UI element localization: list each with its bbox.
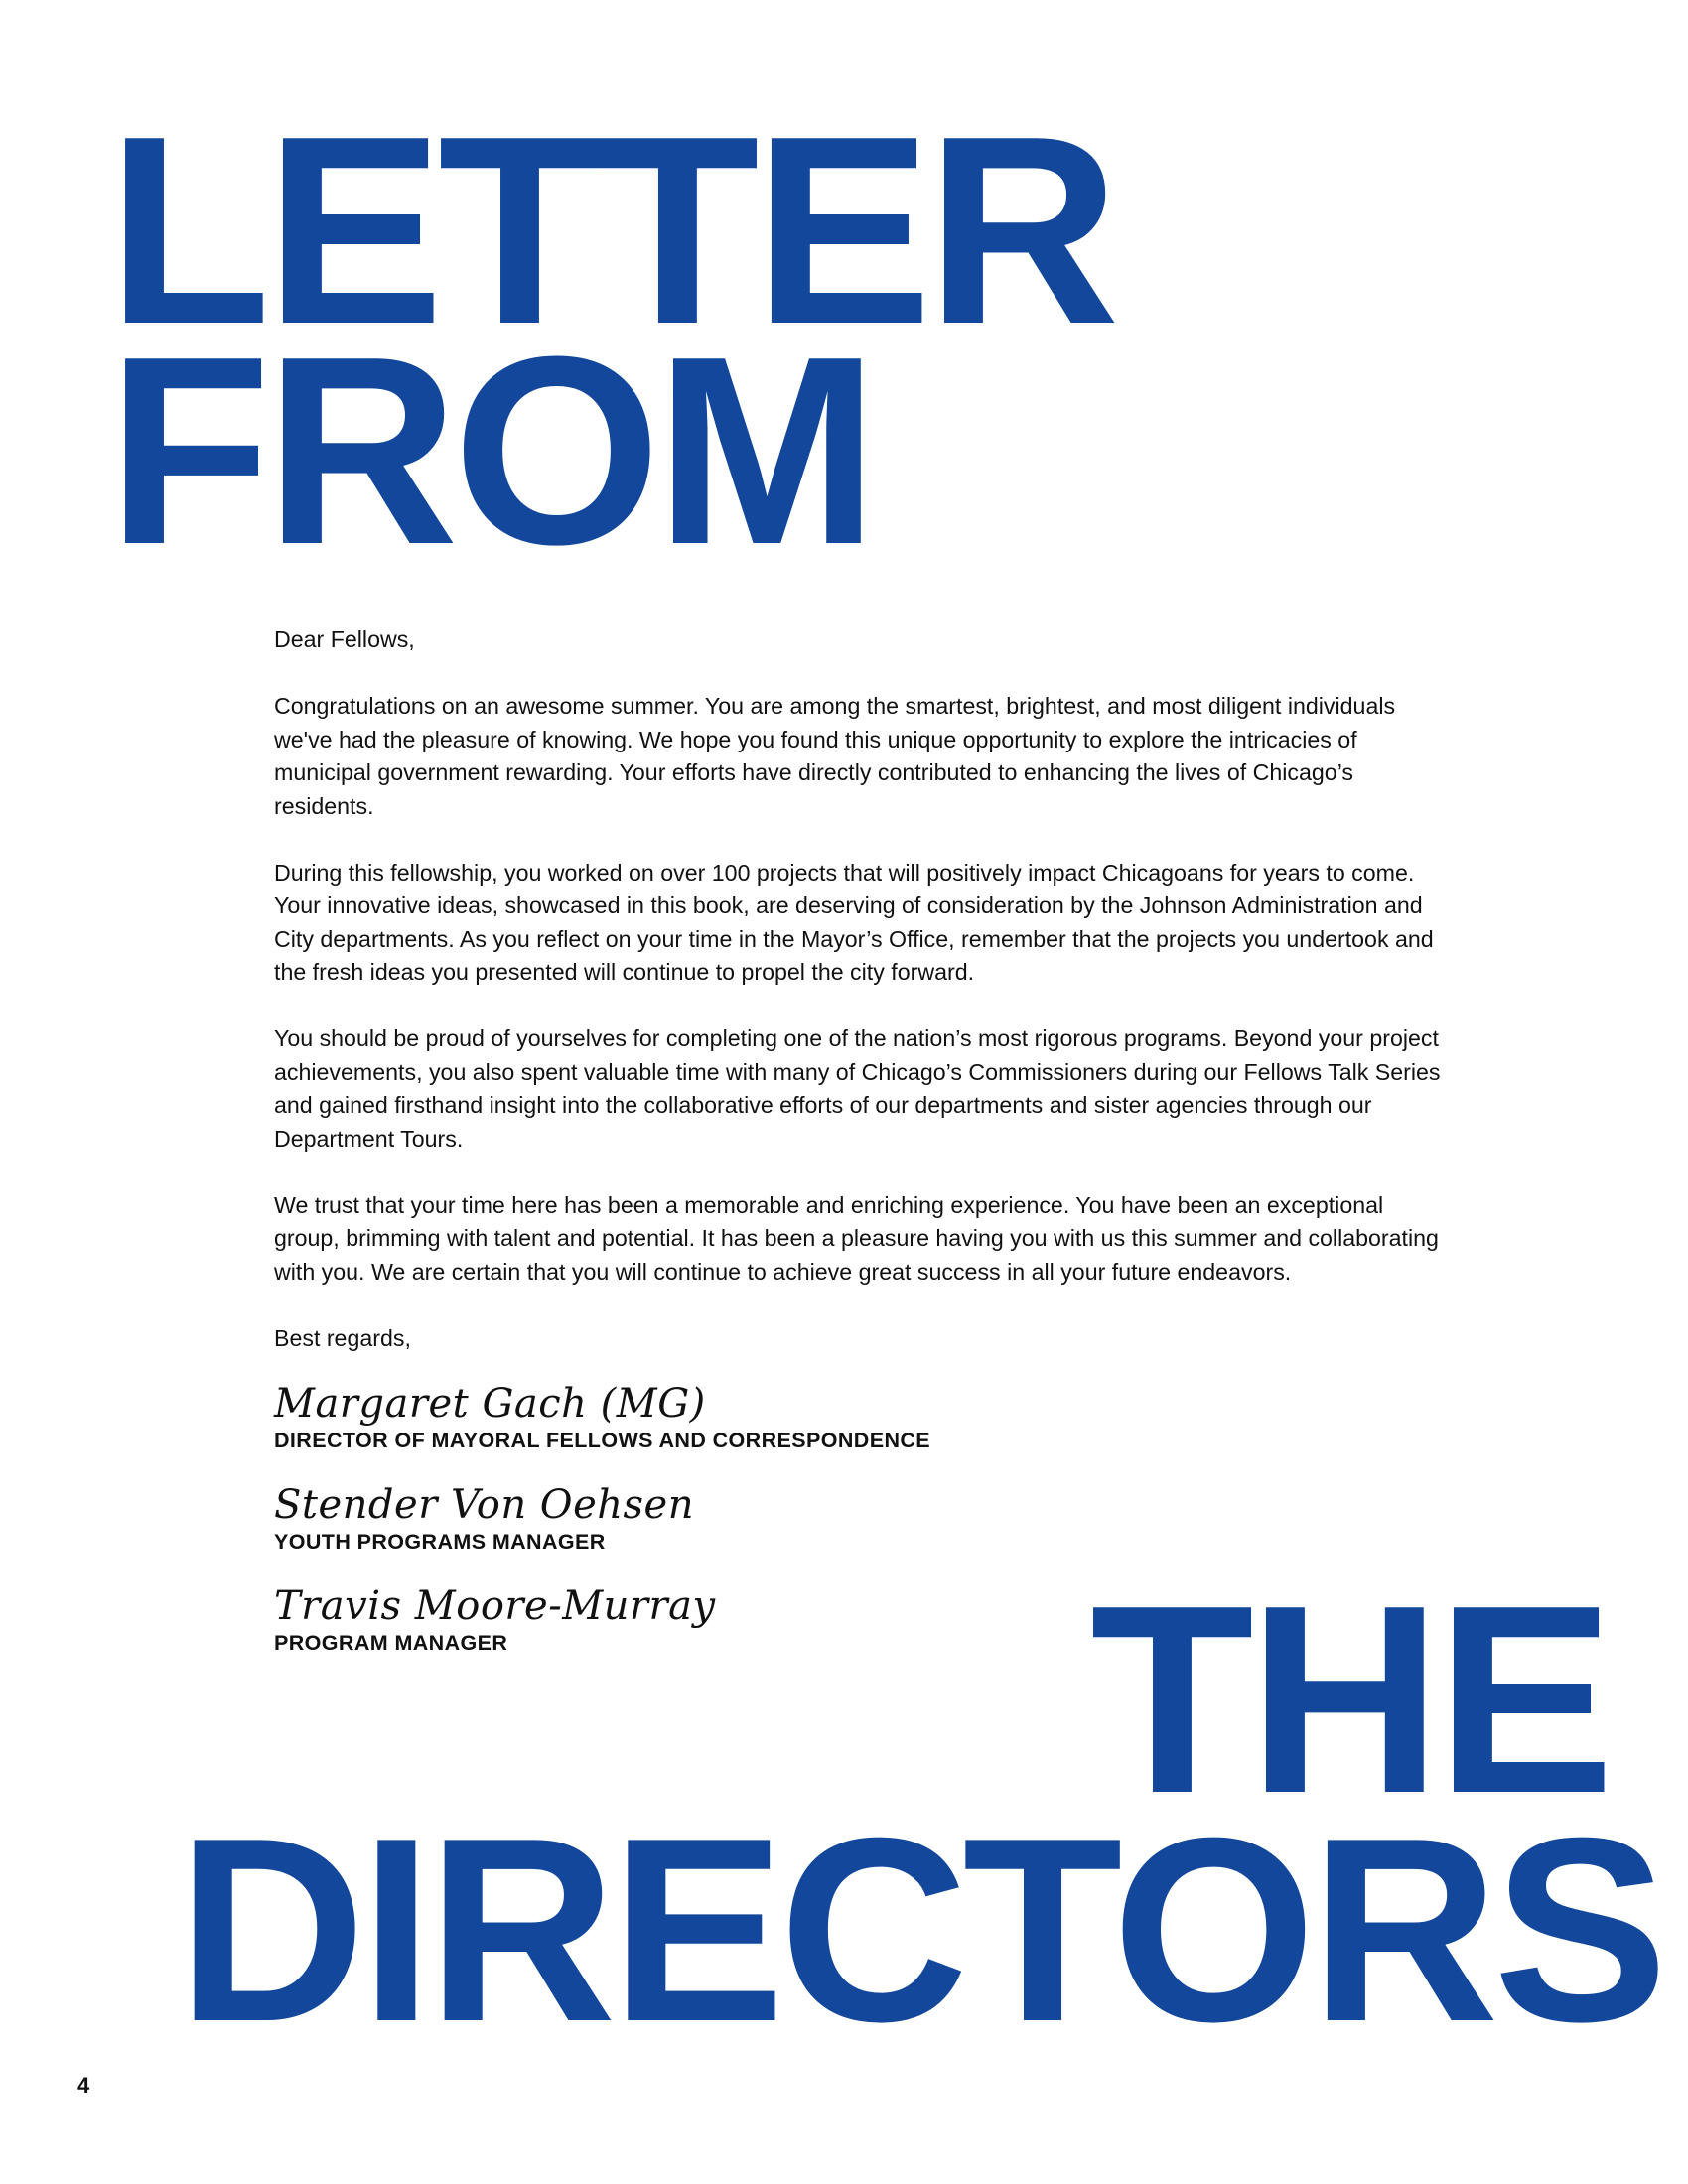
closing: Best regards, bbox=[274, 1324, 411, 1351]
signatory-block bbox=[274, 1482, 1446, 1556]
signatory-title: PROGRAM MANAGER bbox=[274, 1631, 508, 1655]
heading-the: THE bbox=[1090, 1551, 1609, 1849]
heading-directors: DIRECTORS bbox=[177, 1783, 1662, 2076]
letter-body bbox=[274, 623, 1446, 1685]
page-number: 4 bbox=[77, 2073, 90, 2098]
signatory-title: DIRECTOR OF MAYORAL FELLOWS AND CORRESPONDENCE bbox=[274, 1429, 931, 1452]
heading-from: FROM bbox=[107, 302, 873, 601]
paragraph: Congratulations on an awesome summer. You are among the smartest, brightest, and most diligent individuals we've had the pleasure of knowing. We hope you found this unique opportunity to explore the intricacies of municipal government rewarding. Your efforts have directly contributed to enhancing the lives of Chicago’s residents. bbox=[274, 693, 1396, 819]
signatory-title: YOUTH PROGRAMS MANAGER bbox=[274, 1530, 606, 1554]
paragraph: We trust that your time here has been a memorable and enriching experience. You have been an exceptional group, brimming with talent and potential. It has been a pleasure having you with us this summer and collaborating with you. We are certain that you will continue to achieve great success in all your future endeavors. bbox=[274, 1191, 1439, 1285]
signature: Travis Moore-Murray bbox=[274, 1583, 716, 1629]
salutation: Dear Fellows, bbox=[274, 626, 415, 652]
signature: Stender Von Oehsen bbox=[274, 1482, 694, 1528]
paragraph: During this fellowship, you worked on over 100 projects that will positively impact Chicagoans for years to come. Your innovative ideas, showcased in this book, are deserving of consideration by the Johnson Administration and City departments. As you reflect on your time in the Mayor’s Office, remember that the projects you undertook and the fresh ideas you presented will continue to propel the city forward. bbox=[274, 859, 1434, 985]
signatory-block bbox=[274, 1381, 1446, 1454]
paragraph: You should be proud of yourselves for completing one of the nation’s most rigorous programs. Beyond your project achievements, you also spent valuable time with many of Chicago’s Commissioners during our Fellows Talk Series and gained firsthand insight into the collaborative efforts of our departments and sister agencies through our Department Tours. bbox=[274, 1025, 1441, 1152]
signature: Margaret Gach (MG) bbox=[274, 1381, 706, 1427]
heading-letter: LETTER bbox=[107, 81, 1114, 380]
